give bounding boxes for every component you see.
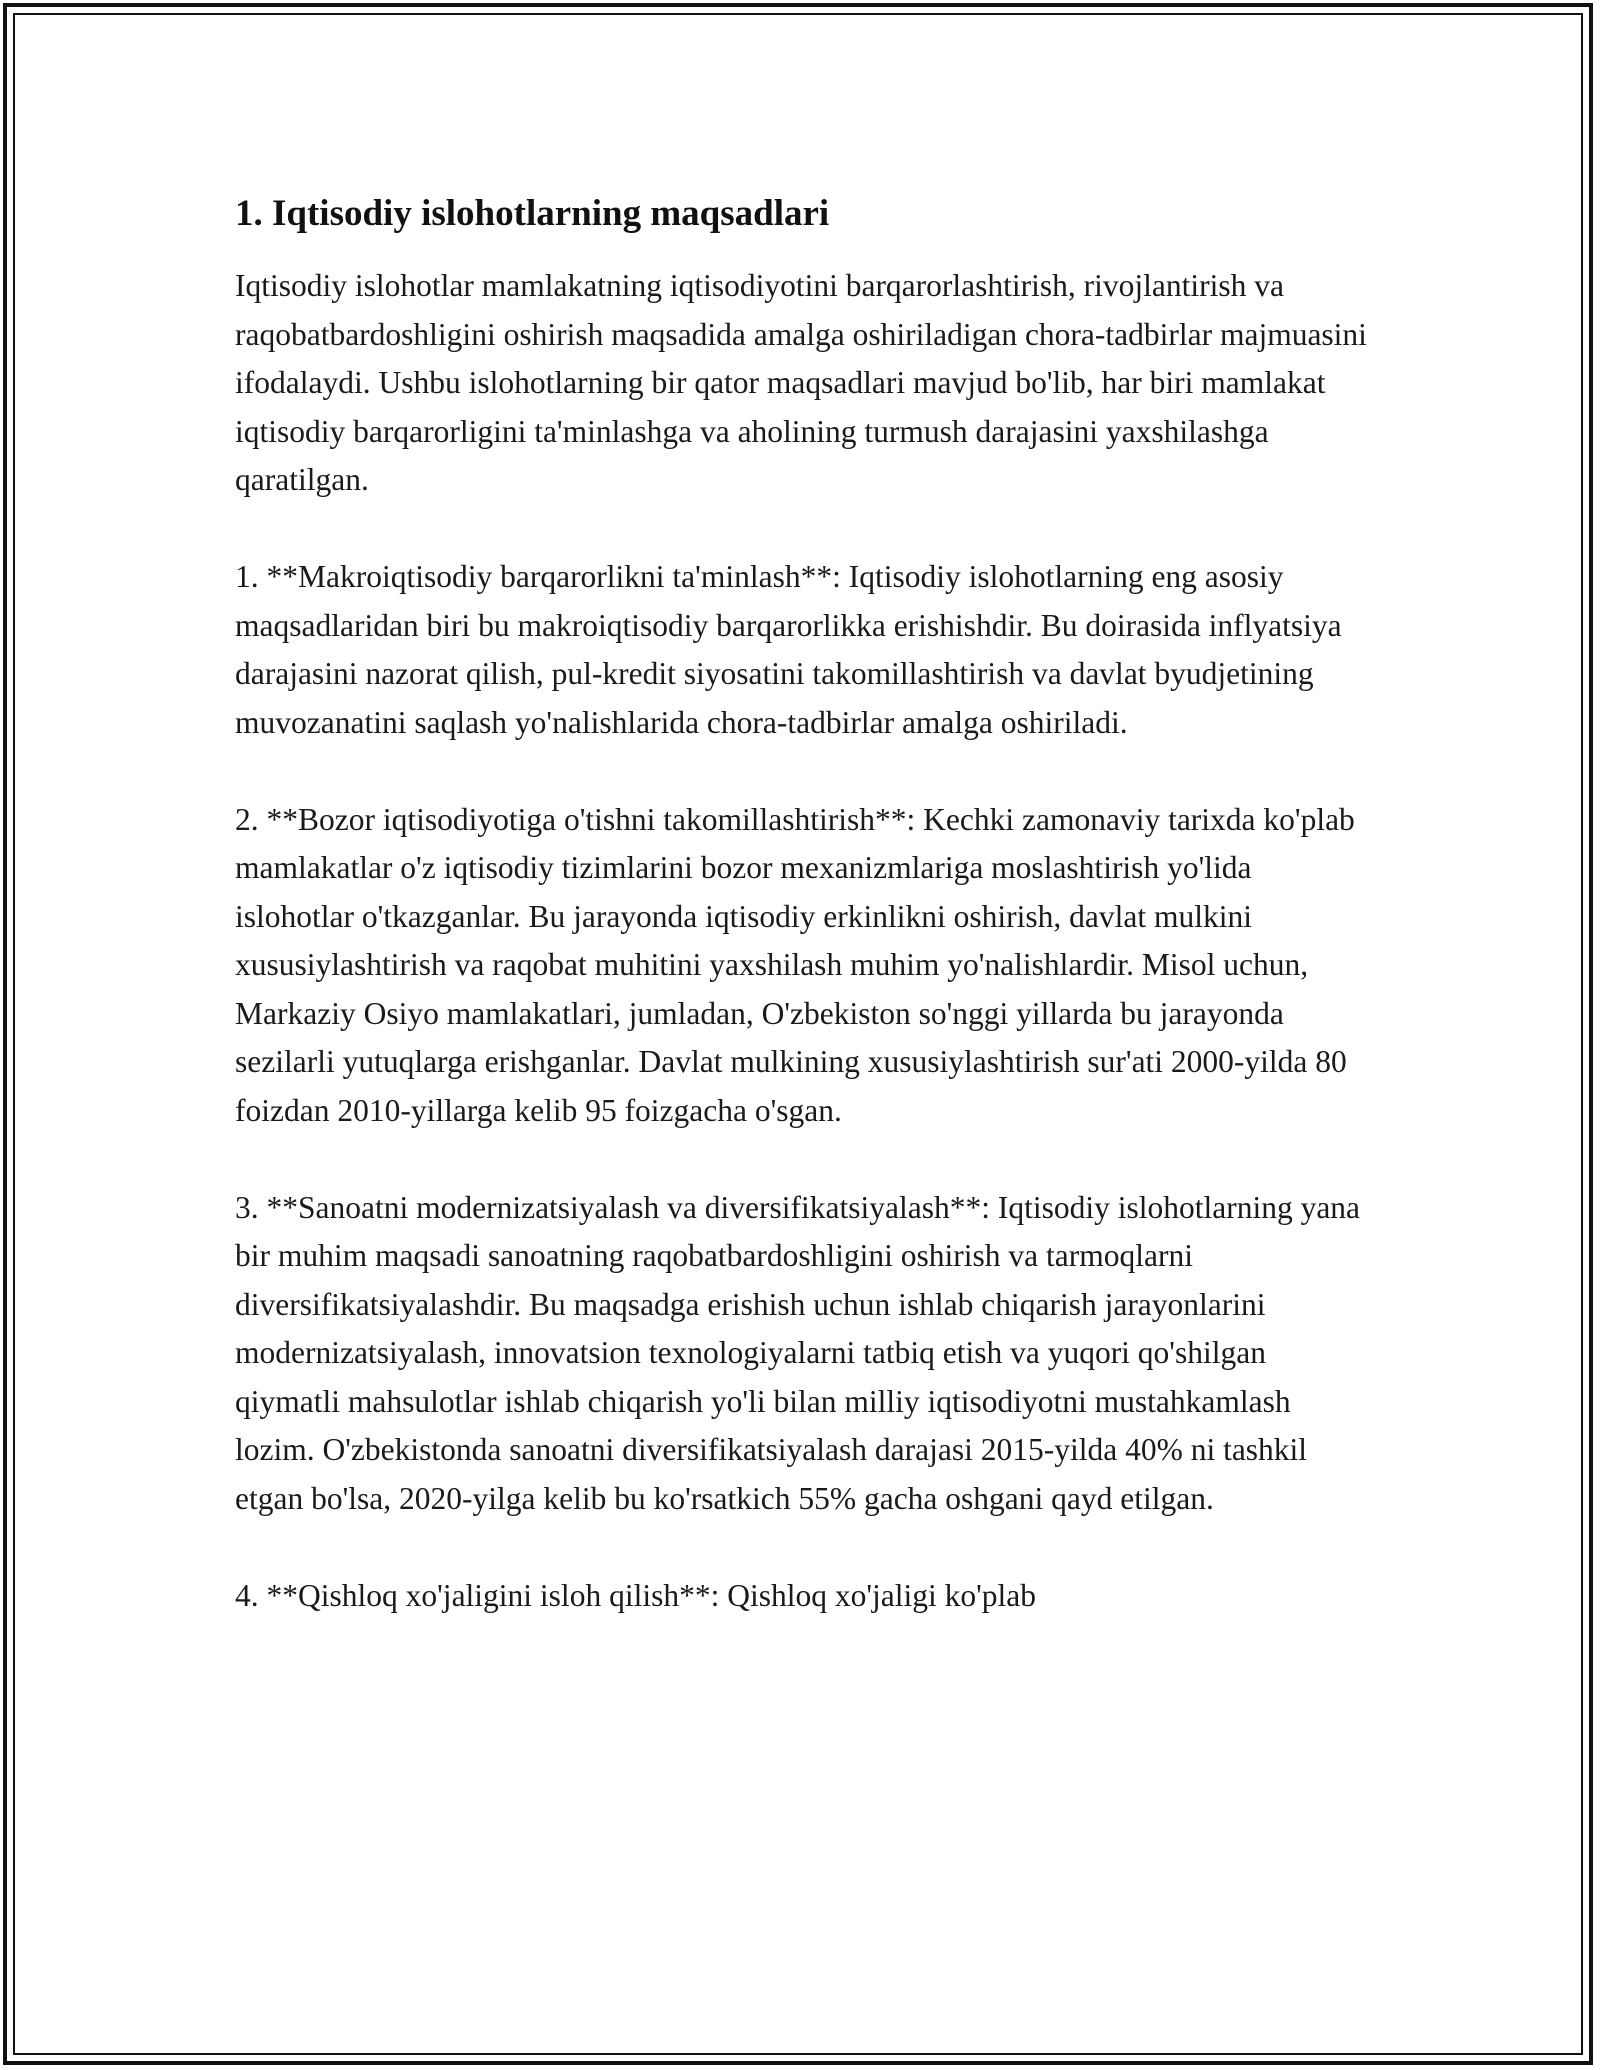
- section-heading: 1. Iqtisodiy islohotlarning maqsadlari: [235, 193, 830, 234]
- paragraph-market-economy-transition: 2. **Bozor iqtisodiyotiga o'tishni takomillashtirish**: Kechki zamonaviy tarixda ko'plab mamlakatlar o'z iqtisodiy tizimlarini bozor mexanizmlariga moslashtirish yo'lida islohotlar o'tkazganlar. Bu jarayonda iqtisodiy erkinlikni oshirish, davlat mulkini xususiylashtirish va raqobat muhitini yaxshilash muhim yo'nalishlardir. Misol uchun, Markaziy Osiyo mamlakatlari, jumladan, O'zbekiston so'nggi yillarda bu jarayonda sezilarli yutuqlarga erishganlar. Davlat mulkining xususiylashtirish sur'ati 2000-yilda 80 foizdan 2010-yillarga kelib 95 foizgacha o'sgan.: [235, 801, 1355, 1128]
- document-body: [235, 186, 1375, 1669]
- paragraph-industry-modernization: 3. **Sanoatni modernizatsiyalash va diversifikatsiyalash**: Iqtisodiy islohotlarning yana bir muhim maqsadi sanoatning raqobatbardoshligini oshirish va tarmoqlarni diversifikatsiyalashdir. Bu maqsadga erishish uchun ishlab chiqarish jarayonlarini modernizatsiyalash, innovatsion texnologiyalarni tatbiq etish va yuqori qo'shilgan qiymatli mahsulotlar ishlab chiqarish yo'li bilan milliy iqtisodiyotni mustahkamlash lozim. O'zbekistonda sanoatni diversifikatsiyalash darajasi 2015-yilda 40% ni tashkil etgan bo'lsa, 2020-yilga kelib bu ko'rsatkich 55% gacha oshgani qayd etilgan.: [235, 1189, 1361, 1516]
- paragraph-macroeconomic-stability: 1. **Makroiqtisodiy barqarorlikni ta'minlash**: Iqtisodiy islohotlarning eng asosiy maqsadlaridan biri bu makroiqtisodiy barqarorlikka erishishdir. Bu doirasida inflyatsiya darajasini nazorat qilish, pul-kredit siyosatini takomillashtirish va davlat byudjetining muvozanatini saqlash yo'nalishlarida chora-tadbirlar amalga oshiriladi.: [235, 559, 1342, 740]
- intro-paragraph: Iqtisodiy islohotlar mamlakatning iqtisodiyotini barqarorlashtirish, rivojlantirish va raqobatbardoshligini oshirish maqsadida amalga oshiriladigan chora-tadbirlar majmuasini ifodalaydi. Ushbu islohotlarning bir qator maqsadlari mavjud bo'lib, har biri mamlakat iqtisodiy barqarorligini ta'minlashga va aholining turmush darajasini yaxshilashga qaratilgan.: [235, 268, 1367, 497]
- paragraph-agriculture-reform: 4. **Qishloq xo'jaligini isloh qilish**: Qishloq xo'jaligi ko'plab: [235, 1577, 1037, 1613]
